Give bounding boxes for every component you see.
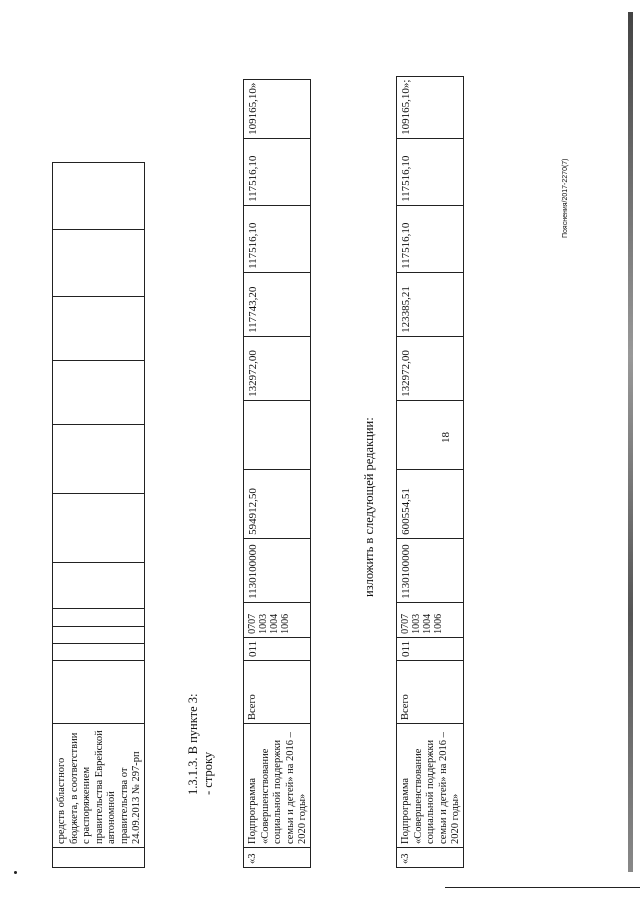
year-2020: 109165,10»; — [397, 76, 464, 138]
year-2019: 117516,10 — [244, 138, 311, 205]
paragraph-line: - строку — [201, 751, 215, 795]
page-number: 18 — [440, 432, 452, 443]
table-cell — [53, 661, 145, 724]
rzpr-codes: 0707 1003 1004 1006 — [397, 602, 464, 637]
document-code: Пояснения/2017-2270(7) — [562, 158, 569, 238]
table-cell — [53, 644, 145, 661]
empty-cell — [244, 400, 311, 469]
table-cell — [53, 848, 145, 868]
table-cell — [53, 563, 145, 609]
csr-code: 1130100000 — [397, 538, 464, 602]
year-2018: 117516,10 — [244, 205, 311, 272]
scan-speck — [14, 871, 17, 874]
old-row-table — [243, 79, 311, 868]
table-cell — [53, 627, 145, 644]
year-2019: 117516,10 — [397, 138, 464, 205]
row-number: «3 — [397, 848, 464, 868]
total-label: Всего — [244, 661, 311, 724]
year-2018: 117516,10 — [397, 205, 464, 272]
year-2016: 132972,00 — [244, 336, 311, 400]
year-2017: 123385,21 — [397, 272, 464, 336]
total-sum: 594912,50 — [244, 469, 311, 538]
empty-cell — [397, 400, 464, 469]
table-cell — [53, 425, 145, 494]
table-cell — [53, 163, 145, 230]
top-table-fragment — [52, 162, 145, 868]
total-label: Всего — [397, 661, 464, 724]
program-name: Подпрограмма «Совершенствование социальной поддержки семьи и детей» на 2016 – 2020 годы» — [244, 724, 311, 848]
total-sum: 600554,51 — [397, 469, 464, 538]
paragraph-new-edition: изложить в следующей редакции: — [362, 417, 376, 597]
table-row — [244, 79, 311, 867]
paragraph-item: 1.3.1.3. В пункте 3: — [186, 693, 200, 795]
table-cell — [53, 494, 145, 563]
table-cell — [53, 297, 145, 361]
scan-edge-line — [445, 887, 640, 888]
year-2020: 109165,10» — [244, 79, 311, 138]
grbs-code: 011 — [244, 637, 311, 660]
table-cell — [53, 609, 145, 627]
table-cell: средств областного бюджета, в соответствии с распоряжением правительства Еврейской автономной правительства от 24.09.2013 № 297-рп — [53, 724, 145, 848]
year-2016: 132972,00 — [397, 336, 464, 400]
table-row — [397, 76, 464, 867]
row-number: «3 — [244, 848, 311, 868]
rzpr-codes: 0707 1003 1004 1006 — [244, 602, 311, 637]
table-row — [53, 163, 145, 868]
new-row-table — [396, 76, 464, 868]
table-cell — [53, 361, 145, 425]
table-cell — [53, 230, 145, 297]
program-name: Подпрограмма «Совершенствование социальной поддержки семьи и детей» на 2016 – 2020 годы» — [397, 724, 464, 848]
scan-page-edge — [628, 12, 633, 872]
grbs-code: 011 — [397, 637, 464, 660]
year-2017: 117743,20 — [244, 272, 311, 336]
csr-code: 1130100000 — [244, 538, 311, 602]
